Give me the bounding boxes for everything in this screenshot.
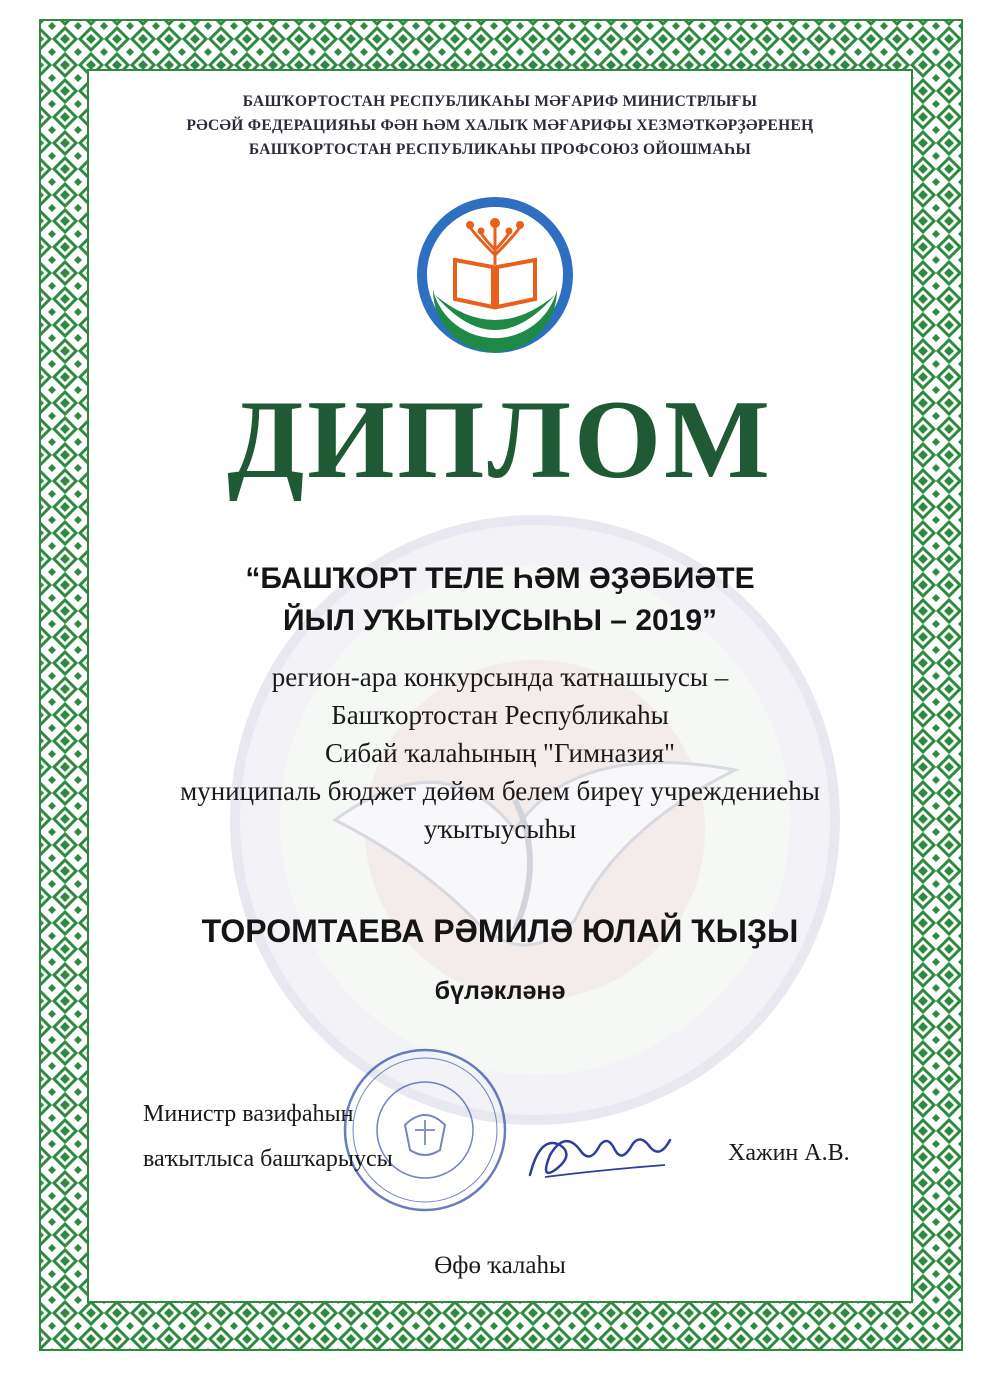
body-line-1: регион-ара конкурсында ҡатнашыусы – [271, 662, 729, 692]
handwritten-signature [520, 1115, 680, 1195]
diploma-title: ДИПЛОМ [227, 378, 773, 502]
issuing-organizations [0, 90, 1000, 162]
signatory-position-line-2: ваҡытлыса башҡарыусы [143, 1146, 393, 1172]
education-emblem-icon [415, 195, 575, 355]
signatory-name: Хажин А.В. [728, 1140, 850, 1166]
header-line-2: РӘСӘЙ ФЕДЕРАЦИЯҺЫ ФӘН ҺӘМ ХАЛЫҠ МӘҒАРИФЫ ХЕЗМӘТКӘРҘӘРЕНЕҢ [186, 117, 814, 134]
issue-city: Өфө ҡалаһы [434, 1252, 566, 1279]
contest-name [0, 558, 1000, 642]
participant-description [60, 658, 940, 848]
header-line-1: БАШҠОРТОСТАН РЕСПУБЛИКАҺЫ МӘҒАРИФ МИНИСТРЛЫҒЫ [242, 93, 758, 110]
award-text: бүләкләнә [434, 977, 566, 1005]
body-line-2: Башҡортостан Республикаһы [331, 700, 669, 730]
body-line-4: муниципаль бюджет дөйөм белем биреү учреждениеһы [180, 776, 820, 806]
contest-line-1: “БАШҠОРТ ТЕЛЕ ҺӘМ ӘҘӘБИӘТЕ [245, 562, 755, 595]
body-line-3: Сибай ҡалаһының "Гимназия" [324, 738, 676, 768]
signatory-position-line-1: Министр вазифаһын [143, 1101, 354, 1127]
body-line-5: уҡытыусыһы [423, 814, 577, 844]
contest-line-2: ЙЫЛ УҠЫТЫУСЫҺЫ – 2019” [282, 604, 718, 637]
header-line-3: БАШҠОРТОСТАН РЕСПУБЛИКАҺЫ ПРОФСОЮЗ ОЙОШМАҺЫ [248, 141, 752, 158]
recipient-name: ТОРОМТАЕВА РӘМИЛӘ ЮЛАЙ ҠЫҘЫ [201, 913, 799, 949]
signatory-position [143, 1092, 393, 1182]
